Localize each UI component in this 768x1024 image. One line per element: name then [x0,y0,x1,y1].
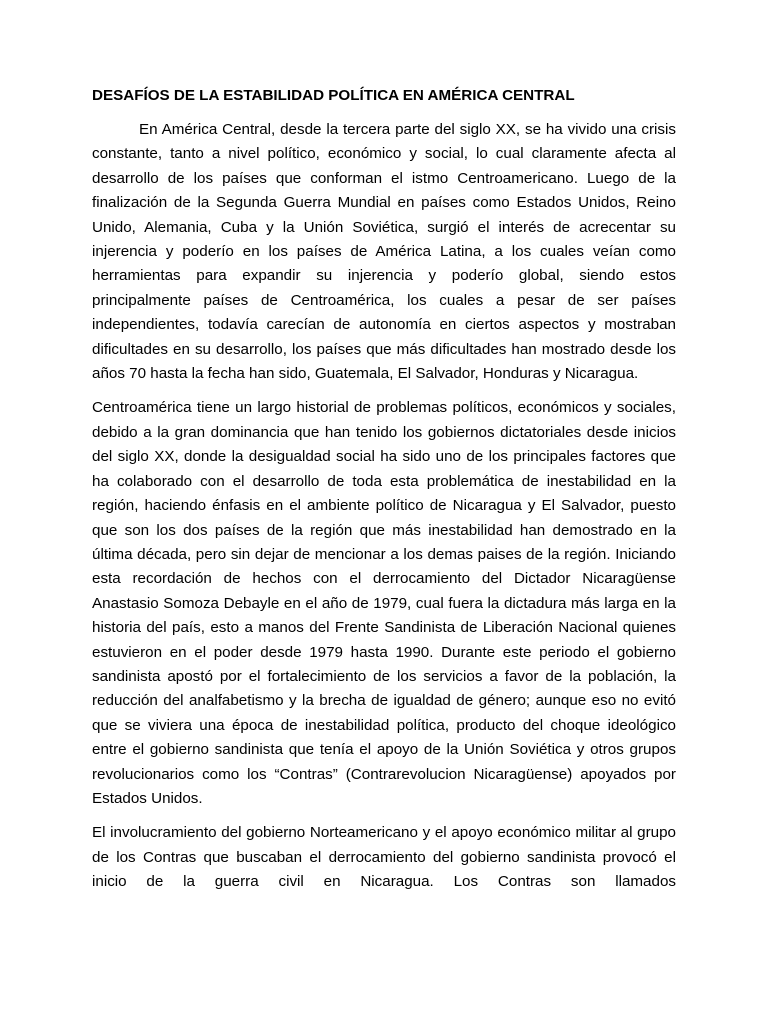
document-title: DESAFÍOS DE LA ESTABILIDAD POLÍTICA EN AMÉRICA CENTRAL [92,87,575,104]
paragraph-3: El involucramiento del gobierno Norteamericano y el apoyo económico militar al grupo de los Contras que buscaban el derrocamiento del gobierno sandinista provocó el inicio de la guerra civil en Nicaragua. Los Contras son llamados [92,824,676,891]
paragraph-1: En América Central, desde la tercera parte del siglo XX, se ha vivido una crisis constante, tanto a nivel político, económico y social, lo cual claramente afecta al desarrollo de los países que conforman el istmo Centroamericano. Luego de la finalización de la Segunda Guerra Mundial en países como Estados Unidos, Reino Unido, Alemania, Cuba y la Unión Soviética, surgió el interés de acrecentar su injerencia y poderío en los países de América Latina, a los cuales veían como herramientas para expandir su injerencia y poderío global, siendo estos principalmente países de Centroamérica, los cuales a pesar de ser países independientes, todavía carecían de autonomía en ciertos aspectos y mostraban dificultades en su desarrollo, los países que más dificultades han mostrado desde los años 70 hasta la fecha han sido, Guatemala, El Salvador, Honduras y Nicaragua. [92,121,676,383]
paragraph-2: Centroamérica tiene un largo historial de problemas políticos, económicos y sociales, debido a la gran dominancia que han tenido los gobiernos dictatoriales desde inicios del siglo XX, donde la desigualdad social ha sido uno de los principales factores que ha colaborado con el desarrollo de toda esta problemática de inestabilidad en la región, haciendo énfasis en el ambiente político de Nicaragua y El Salvador, puesto que son los dos países de la región que más inestabilidad han demostrado en la última década, pero sin dejar de mencionar a los demas paises de la región. Iniciando esta recordación de hechos con el derrocamiento del Dictador Nicaragüense Anastasio Somoza Debayle en el año de 1979, cual fuera la dictadura más larga en la historia del país, esto a manos del Frente Sandinista de Liberación Nacional quienes estuvieron en el poder desde 1979 hasta 1990. Durante este periodo el gobierno sandinista apostó por el fortalecimiento de los servicios a favor de la población, la reducción del analfabetismo y la brecha de igualdad de género; aunque eso no evitó que se viviera una época de inestabilidad política, producto del choque ideológico entre el gobierno sandinista que tenía el apoyo de la Unión Soviética y otros grupos revolucionarios como los “Contras” (Contrarevolucion Nicaragüense) apoyados por Estados Unidos. [92,399,676,807]
